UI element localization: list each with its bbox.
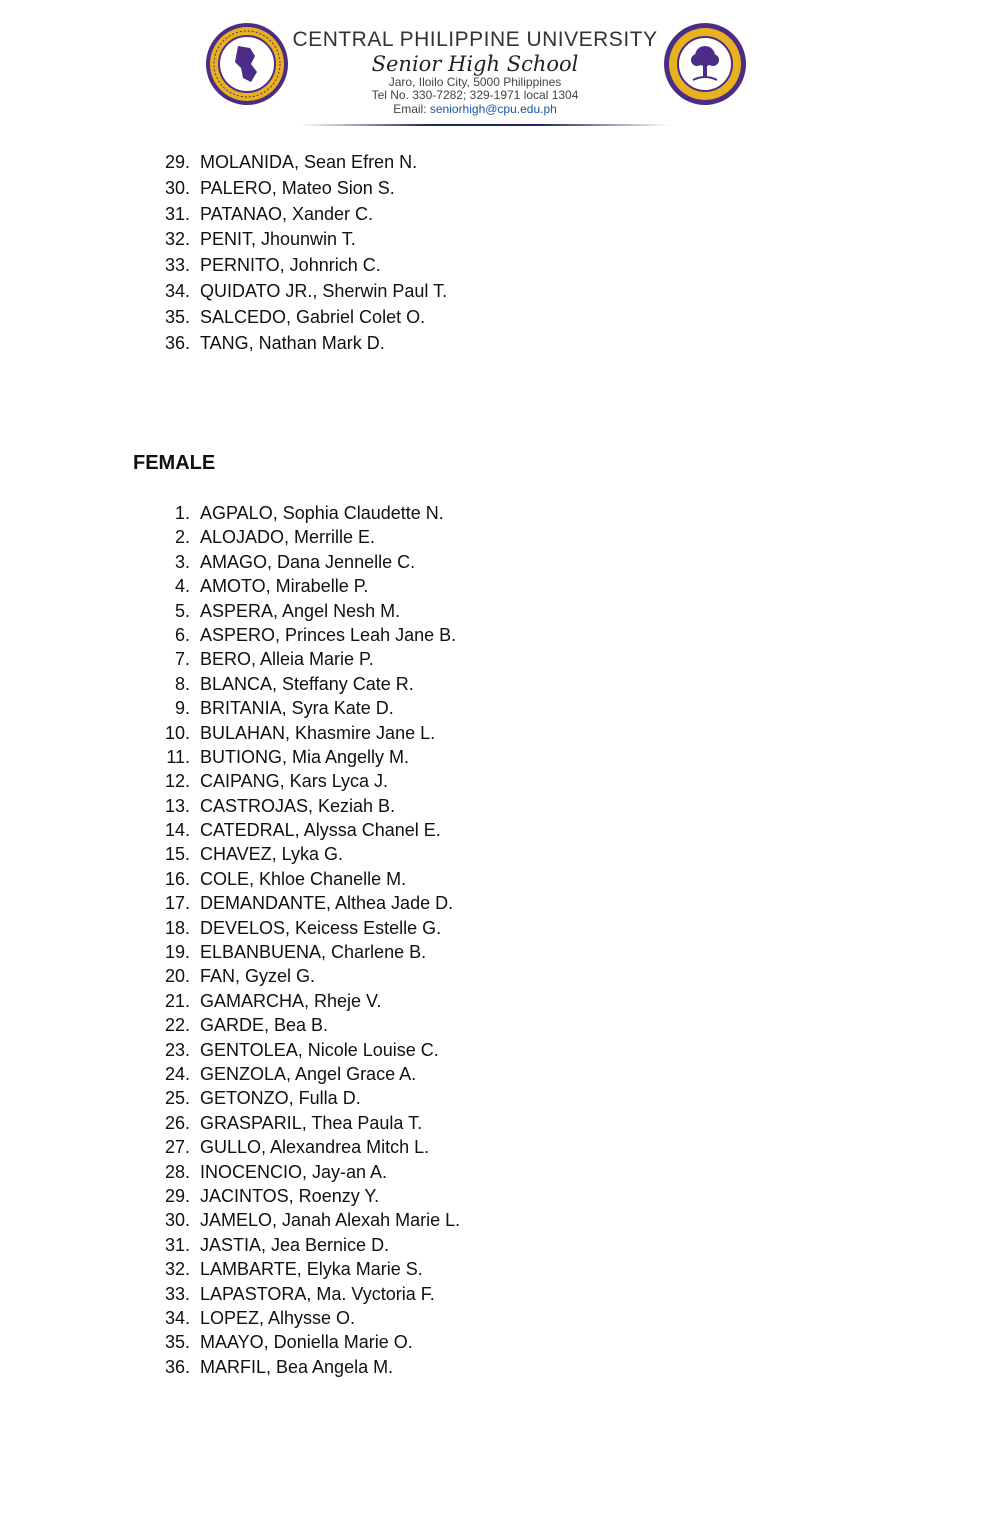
list-item: [150, 1086, 460, 1110]
item-number: 19.: [164, 942, 190, 963]
student-name: BRITANIA, Syra Kate D.: [200, 698, 394, 719]
list-item: [150, 1282, 460, 1306]
list-item: [150, 696, 460, 720]
student-name: CATEDRAL, Alyssa Chanel E.: [200, 820, 441, 841]
item-number: 15.: [164, 844, 190, 865]
student-name: DEVELOS, Keicess Estelle G.: [200, 917, 442, 938]
student-name: MOLANIDA, Sean Efren N.: [200, 152, 418, 172]
list-item: [150, 769, 460, 793]
item-number: 7.: [174, 649, 190, 670]
female-student-list: [150, 501, 460, 1379]
list-item: [150, 1184, 460, 1208]
item-number: 30.: [164, 1210, 190, 1231]
student-name: GARDE, Bea B.: [200, 1015, 329, 1036]
item-number: 13.: [164, 795, 190, 816]
student-name: GAMARCHA, Rheje V.: [200, 990, 382, 1011]
student-name: MARFIL, Bea Angela M.: [200, 1356, 394, 1377]
item-number: 23.: [164, 1039, 190, 1060]
list-item: [150, 1160, 460, 1184]
item-number: 34.: [164, 280, 190, 301]
student-name: BULAHAN, Khasmire Jane L.: [200, 722, 436, 743]
list-item: [150, 842, 460, 866]
item-number: 14.: [164, 820, 190, 841]
student-name: AMAGO, Dana Jennelle C.: [200, 551, 416, 572]
student-name: BUTIONG, Mia Angelly M.: [200, 746, 410, 767]
item-number: 26.: [164, 1112, 190, 1133]
item-number: 29.: [164, 1185, 190, 1206]
letterhead-text: [290, 28, 660, 116]
list-item: [150, 1233, 460, 1257]
item-number: 6.: [174, 624, 190, 645]
student-name: BERO, Alleia Marie P.: [200, 649, 374, 670]
item-number: 12.: [164, 771, 190, 792]
item-number: 3.: [174, 551, 190, 572]
item-number: 35.: [164, 306, 190, 327]
student-name: MAAYO, Doniella Marie O.: [200, 1332, 413, 1353]
item-number: 31.: [164, 203, 190, 224]
list-item: [150, 745, 460, 769]
student-name: JASTIA, Jea Bernice D.: [200, 1234, 390, 1255]
header-divider: [300, 124, 670, 126]
student-name: ELBANBUENA, Charlene B.: [200, 942, 427, 963]
letterhead: [0, 0, 1000, 135]
list-item: [150, 623, 460, 647]
list-item: [150, 1135, 460, 1159]
address: Jaro, Iloilo City, 5000 Philippines: [388, 75, 562, 89]
list-item: [150, 1208, 460, 1232]
list-item: [150, 818, 460, 842]
item-number: 11.: [166, 746, 190, 767]
student-name: DEMANDANTE, Althea Jade D.: [200, 893, 454, 914]
list-item: [150, 721, 460, 745]
list-item: [150, 1111, 460, 1135]
list-item: [150, 227, 447, 253]
list-item: [150, 176, 447, 202]
list-item: [150, 891, 460, 915]
item-number: 17.: [164, 893, 190, 914]
student-name: TANG, Nathan Mark D.: [200, 332, 385, 353]
student-name: GENZOLA, Angel Grace A.: [200, 1063, 417, 1084]
list-item: [150, 501, 460, 525]
item-number: 32.: [164, 229, 190, 250]
list-item: [150, 1062, 460, 1086]
list-item: [150, 331, 447, 357]
item-number: 36.: [164, 332, 190, 353]
item-number: 1.: [174, 503, 190, 523]
student-name: PATANAO, Xander C.: [200, 203, 374, 224]
item-number: 20.: [164, 966, 190, 987]
list-item: [150, 964, 460, 988]
list-item: [150, 550, 460, 574]
school-name: Senior High School: [371, 52, 579, 76]
item-number: 33.: [164, 255, 190, 276]
item-number: 31.: [164, 1234, 190, 1255]
student-name: FAN, Gyzel G.: [200, 966, 316, 987]
student-name: GULLO, Alexandrea Mitch L.: [200, 1137, 430, 1158]
student-name: SALCEDO, Gabriel Colet O.: [200, 306, 426, 327]
list-item: [150, 253, 447, 279]
item-number: 8.: [174, 673, 190, 694]
telephone: Tel No. 330-7282; 329-1971 local 1304: [371, 88, 579, 102]
email-label: Email:: [393, 102, 430, 116]
item-number: 21.: [164, 990, 190, 1011]
list-item: [150, 940, 460, 964]
item-number: 9.: [174, 698, 190, 719]
student-name: CASTROJAS, Keziah B.: [200, 795, 396, 816]
item-number: 18.: [164, 917, 190, 938]
item-number: 36.: [164, 1356, 190, 1377]
student-name: ALOJADO, Merrille E.: [200, 527, 376, 548]
student-name: LOPEZ, Alhysse O.: [200, 1307, 356, 1328]
list-item: [150, 916, 460, 940]
student-name: ASPERO, Princes Leah Jane B.: [200, 624, 457, 645]
student-name: ASPERA, Angel Nesh M.: [200, 600, 401, 621]
student-name: COLE, Khloe Chanelle M.: [200, 868, 407, 889]
student-name: JAMELO, Janah Alexah Marie L.: [200, 1210, 461, 1231]
student-name: QUIDATO JR., Sherwin Paul T.: [200, 280, 448, 301]
list-item: [150, 305, 447, 331]
student-name: LAMBARTE, Elyka Marie S.: [200, 1259, 423, 1280]
student-name: LAPASTORA, Ma. Vyctoria F.: [200, 1283, 435, 1304]
list-item: [150, 1355, 460, 1379]
item-number: 2.: [174, 527, 190, 548]
item-number: 22.: [164, 1015, 190, 1036]
list-item: [150, 599, 460, 623]
list-item: [150, 794, 460, 818]
male-student-list-continued: [150, 150, 447, 356]
list-item: [150, 525, 460, 549]
student-name: PERNITO, Johnrich C.: [200, 255, 381, 276]
list-item: [150, 1306, 460, 1330]
list-item: [150, 989, 460, 1013]
item-number: 34.: [164, 1307, 190, 1328]
student-name: GRASPARIL, Thea Paula T.: [200, 1112, 423, 1133]
list-item: [150, 1013, 460, 1037]
list-item: [150, 574, 460, 598]
item-number: 32.: [164, 1259, 190, 1280]
item-number: 25.: [164, 1088, 190, 1109]
student-name: AMOTO, Mirabelle P.: [200, 576, 369, 597]
university-name: CENTRAL PHILIPPINE UNIVERSITY: [292, 28, 658, 51]
list-item: [150, 672, 460, 696]
item-number: 29.: [164, 152, 190, 172]
female-section-title: FEMALE: [133, 452, 216, 474]
student-name: GETONZO, Fulla D.: [200, 1088, 361, 1109]
list-item: [150, 1257, 460, 1281]
senior-high-school-seal-icon: [663, 22, 747, 106]
item-number: 27.: [164, 1137, 190, 1158]
list-item: [150, 1038, 460, 1062]
list-item: [150, 150, 447, 176]
email-line: [290, 102, 660, 116]
list-item: [150, 647, 460, 671]
student-name: PENIT, Jhounwin T.: [200, 229, 356, 250]
item-number: 5.: [174, 600, 190, 621]
list-item: [150, 202, 447, 228]
student-name: JACINTOS, Roenzy Y.: [200, 1185, 380, 1206]
list-item: [150, 867, 460, 891]
item-number: 10.: [164, 722, 190, 743]
cpu-university-seal-icon: [205, 22, 289, 106]
student-name: BLANCA, Steffany Cate R.: [200, 673, 414, 694]
item-number: 30.: [164, 177, 190, 198]
item-number: 28.: [164, 1161, 190, 1182]
student-name: GENTOLEA, Nicole Louise C.: [200, 1039, 439, 1060]
student-name: CHAVEZ, Lyka G.: [200, 844, 344, 865]
item-number: 24.: [164, 1063, 190, 1084]
student-name: PALERO, Mateo Sion S.: [200, 177, 395, 198]
item-number: 16.: [164, 868, 190, 889]
student-name: INOCENCIO, Jay-an A.: [200, 1161, 388, 1182]
student-name: AGPALO, Sophia Claudette N.: [200, 503, 444, 523]
list-item: [150, 1330, 460, 1354]
email-address: seniorhigh@cpu.edu.ph: [429, 102, 557, 116]
item-number: 35.: [164, 1332, 190, 1353]
item-number: 4.: [174, 576, 190, 597]
list-item: [150, 279, 447, 305]
student-name: CAIPANG, Kars Lyca J.: [200, 771, 389, 792]
item-number: 33.: [164, 1283, 190, 1304]
